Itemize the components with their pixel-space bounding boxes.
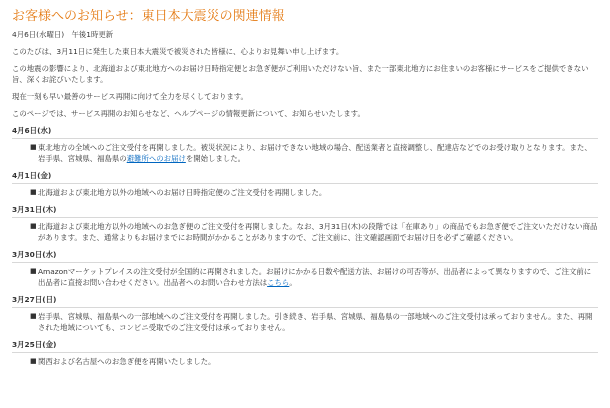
seller-contact-link[interactable]: こちら bbox=[267, 278, 290, 287]
notice-text: 北海道および東北地方以外の地域へのお届け日時指定便のご注文受付を再開しました。 bbox=[38, 188, 327, 197]
bullet-icon: ■ bbox=[30, 222, 37, 230]
notice-list bbox=[12, 221, 598, 243]
bullet-icon: ■ bbox=[30, 357, 37, 365]
list-item bbox=[30, 311, 598, 333]
section-date: 3月30日(水) bbox=[12, 250, 57, 259]
list-item bbox=[30, 187, 598, 198]
notice-section-0330 bbox=[12, 249, 598, 288]
page-title: お客様へのお知らせ：東日本大震災の関連情報 bbox=[12, 9, 285, 24]
section-divider bbox=[12, 183, 598, 184]
notice-section-0406 bbox=[12, 125, 598, 164]
bullet-icon: ■ bbox=[30, 188, 37, 196]
section-divider bbox=[12, 352, 598, 353]
evacuation-shelter-delivery-link[interactable]: 避難所へのお届け bbox=[126, 154, 186, 163]
notice-text: 岩手県、宮城県、福島県への一部地域へのご注文受付を再開しました。引き続き、岩手県、宮城県、福島県の一部地域へのご注文受付は承っておりません。また、再開された地域についても、コンビニ受取でのご注文受付は承っておりません。 bbox=[38, 312, 593, 332]
list-item bbox=[30, 356, 598, 367]
list-item bbox=[30, 221, 598, 243]
section-date: 3月25日(金) bbox=[12, 340, 57, 349]
bullet-icon: ■ bbox=[30, 312, 37, 320]
notice-section-0331 bbox=[12, 204, 598, 243]
intro-paragraph-4: このページでは、サービス再開のお知らせなど、ヘルプページの情報更新について、お知らせいたします。 bbox=[12, 109, 365, 118]
notice-list bbox=[12, 142, 598, 164]
section-divider bbox=[12, 262, 598, 263]
intro-paragraph-3: 現在一刻も早い最善のサービス再開に向けて全力を尽くしております。 bbox=[12, 92, 248, 101]
notice-list bbox=[12, 187, 598, 198]
updated-timestamp: 4月6日(水曜日) 午後1時更新 bbox=[12, 30, 114, 39]
notice-section-0401 bbox=[12, 170, 598, 198]
notice-text-after: 。 bbox=[289, 278, 297, 287]
notice-list bbox=[12, 356, 598, 367]
notice-section-0325 bbox=[12, 339, 598, 367]
section-date: 3月27日(日) bbox=[12, 295, 57, 304]
bullet-icon: ■ bbox=[30, 143, 37, 151]
bullet-icon: ■ bbox=[30, 267, 37, 275]
section-divider bbox=[12, 138, 598, 139]
notice-text-after: を開始しました。 bbox=[185, 154, 245, 163]
section-date: 4月6日(水) bbox=[12, 126, 52, 135]
notice-list bbox=[12, 266, 598, 288]
intro-paragraph-2: この地震の影響により、北海道および東北地方へのお届け日時指定便とお急ぎ便がご利用いただけない旨、また一部東北地方にお住まいのお客様にサービスをご提供できない旨、深くお詫びいたします。 bbox=[12, 64, 589, 84]
notice-text: 北海道および東北地方以外の地域へのお急ぎ便のご注文受付を再開しました。なお、3月31日(木)の段階では「在庫あり」の商品でもお急ぎ便でご注文いただけない商品があります。また、通常よりもお届けまでにお時間がかかることがありますので、ご注文前に、注文確認画面でお届け日を必ずご確認ください。 bbox=[38, 222, 598, 242]
list-item bbox=[30, 142, 598, 164]
section-date: 3月31日(木) bbox=[12, 205, 57, 214]
intro-paragraph-1: このたびは、3月11日に発生した東日本大震災で被災された皆様に、心よりお見舞い申し上げます。 bbox=[12, 47, 344, 56]
section-divider bbox=[12, 217, 598, 218]
notice-list bbox=[12, 311, 598, 333]
notice-section-0327 bbox=[12, 294, 598, 333]
list-item bbox=[30, 266, 598, 288]
notice-text: 東北地方の全域へのご注文受付を再開しました。被災状況により、お届けできない地域の場合、配送業者と直接調整し、配達店などでのお受け取りとなります。また、岩手県、宮城県、福島県の bbox=[38, 143, 592, 163]
section-date: 4月1日(金) bbox=[12, 171, 52, 180]
section-divider bbox=[12, 307, 598, 308]
notice-text: Amazonマーケットプレイスの注文受付が全国的に再開されました。お届けにかかる日数や配送方法、お届けの可否等が、出品者によって異なりますので、ご注文前に出品者に直接お問い合わせください。出品者へのお問い合わせ方法は bbox=[38, 267, 592, 287]
notice-text: 関西および名古屋へのお急ぎ便を再開いたしました。 bbox=[38, 357, 216, 366]
